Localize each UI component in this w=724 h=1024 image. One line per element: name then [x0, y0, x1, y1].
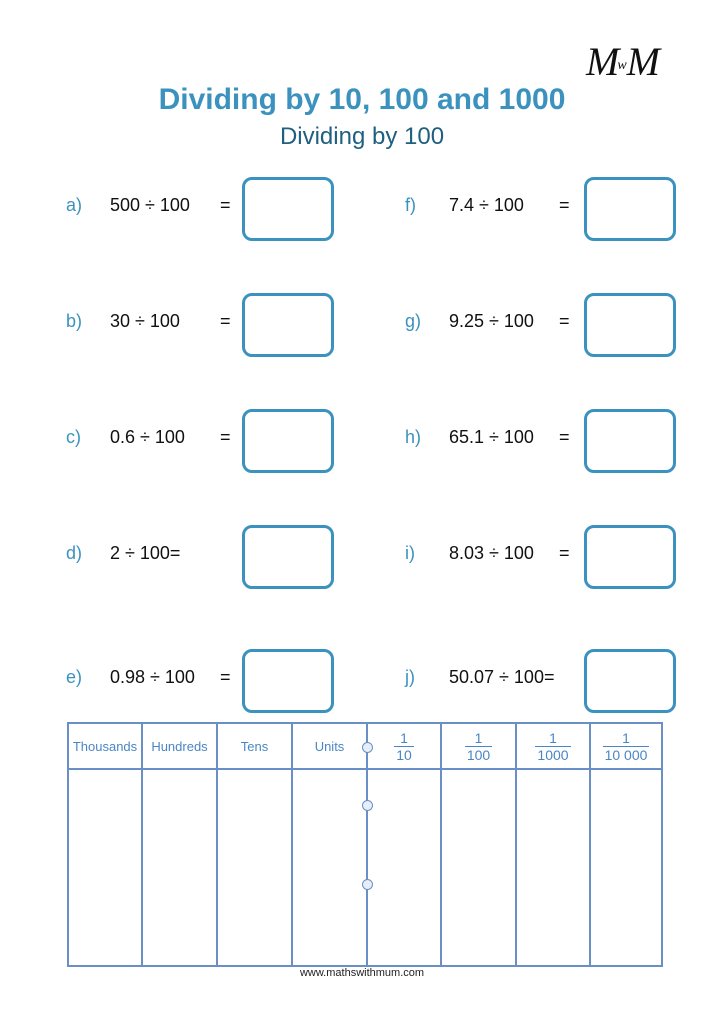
equals-sign: =: [220, 311, 231, 331]
question-b: [66, 293, 336, 355]
logo: [586, 40, 686, 84]
column-tenths: [368, 724, 442, 965]
answer-box[interactable]: [584, 649, 676, 713]
column-header: [69, 724, 141, 770]
column-header: [218, 724, 291, 770]
question-expression: 0.6 ÷ 100: [110, 427, 185, 447]
question-letter: e): [66, 667, 83, 687]
footer-url[interactable]: www.mathswithmum.com: [299, 967, 425, 979]
answer-box[interactable]: [242, 293, 334, 357]
fraction: [603, 730, 650, 763]
fraction-numerator: 1: [474, 729, 483, 746]
column-label: Thousands: [72, 738, 138, 754]
question-d: [66, 525, 336, 587]
question-expression: 7.4 ÷ 100: [449, 195, 524, 215]
question-c: [66, 409, 336, 471]
logo-small: w: [617, 58, 627, 73]
fraction-numerator: 1: [622, 729, 630, 746]
column-header: [442, 724, 515, 770]
question-a: [66, 177, 336, 239]
fraction: [535, 730, 570, 763]
question-expression: 9.25 ÷ 100: [449, 311, 534, 331]
question-i: [405, 525, 680, 587]
question-g: [405, 293, 680, 355]
equals-sign: =: [220, 427, 231, 447]
question-letter: h): [405, 427, 422, 447]
question-expression: 500 ÷ 100: [110, 195, 190, 215]
column-tens: [218, 724, 293, 965]
answer-box[interactable]: [584, 177, 676, 241]
answer-box[interactable]: [242, 525, 334, 589]
question-h: [405, 409, 680, 471]
question-letter: g): [405, 311, 422, 331]
equals-sign: =: [559, 195, 570, 215]
question-expression: 50.07 ÷ 100=: [449, 667, 555, 687]
answer-box[interactable]: [584, 525, 676, 589]
decimal-point-marker: [362, 742, 373, 753]
equals-sign: =: [220, 195, 231, 215]
question-letter: c): [66, 427, 81, 447]
page-title: Dividing by 10, 100 and 1000: [158, 83, 566, 116]
question-expression: 2 ÷ 100=: [110, 543, 181, 563]
fraction-denominator: 1000: [537, 746, 569, 763]
question-letter: d): [66, 543, 83, 563]
question-letter: a): [66, 195, 83, 215]
question-letter: i): [405, 543, 415, 563]
answer-box[interactable]: [242, 177, 334, 241]
equals-sign: =: [559, 311, 570, 331]
fraction-denominator: 10 000: [604, 746, 648, 763]
question-expression: 8.03 ÷ 100: [449, 543, 534, 563]
logo-main-m1: M: [586, 39, 618, 84]
column-header: [517, 724, 589, 770]
column-label: Tens: [240, 738, 269, 754]
fraction-denominator: 10: [396, 746, 412, 763]
question-letter: j): [405, 667, 415, 687]
question-f: [405, 177, 680, 239]
fraction: [394, 730, 414, 763]
answer-box[interactable]: [584, 409, 676, 473]
column-ten-thousandths: [591, 724, 663, 965]
column-hundredths: [442, 724, 517, 965]
column-header: [143, 724, 216, 770]
equals-sign: =: [559, 427, 570, 447]
column-header: [293, 724, 366, 770]
column-label: Units: [314, 738, 345, 754]
column-header: [591, 724, 661, 770]
column-header: [368, 724, 440, 770]
column-hundreds: [143, 724, 218, 965]
equals-sign: =: [559, 543, 570, 563]
place-value-chart: [67, 722, 663, 967]
column-thousands: [69, 724, 143, 965]
answer-box[interactable]: [242, 649, 334, 713]
column-units: [293, 724, 368, 965]
column-thousandths: [517, 724, 591, 965]
question-letter: b): [66, 311, 83, 331]
fraction-denominator: 100: [466, 746, 491, 763]
fraction-numerator: 1: [400, 729, 408, 746]
logo-main-m2: M: [626, 39, 658, 84]
decimal-point-marker: [362, 800, 373, 811]
column-label: Hundreds: [151, 738, 208, 754]
fraction-numerator: 1: [549, 729, 557, 746]
question-expression: 65.1 ÷ 100: [449, 427, 534, 447]
question-e: [66, 649, 336, 711]
question-j: [405, 649, 680, 711]
answer-box[interactable]: [584, 293, 676, 357]
fraction: [465, 730, 492, 763]
decimal-point-marker: [362, 879, 373, 890]
question-expression: 30 ÷ 100: [110, 311, 180, 331]
page-subtitle: Dividing by 100: [279, 123, 445, 150]
answer-box[interactable]: [242, 409, 334, 473]
question-expression: 0.98 ÷ 100: [110, 667, 195, 687]
question-letter: f): [405, 195, 416, 215]
equals-sign: =: [220, 667, 231, 687]
